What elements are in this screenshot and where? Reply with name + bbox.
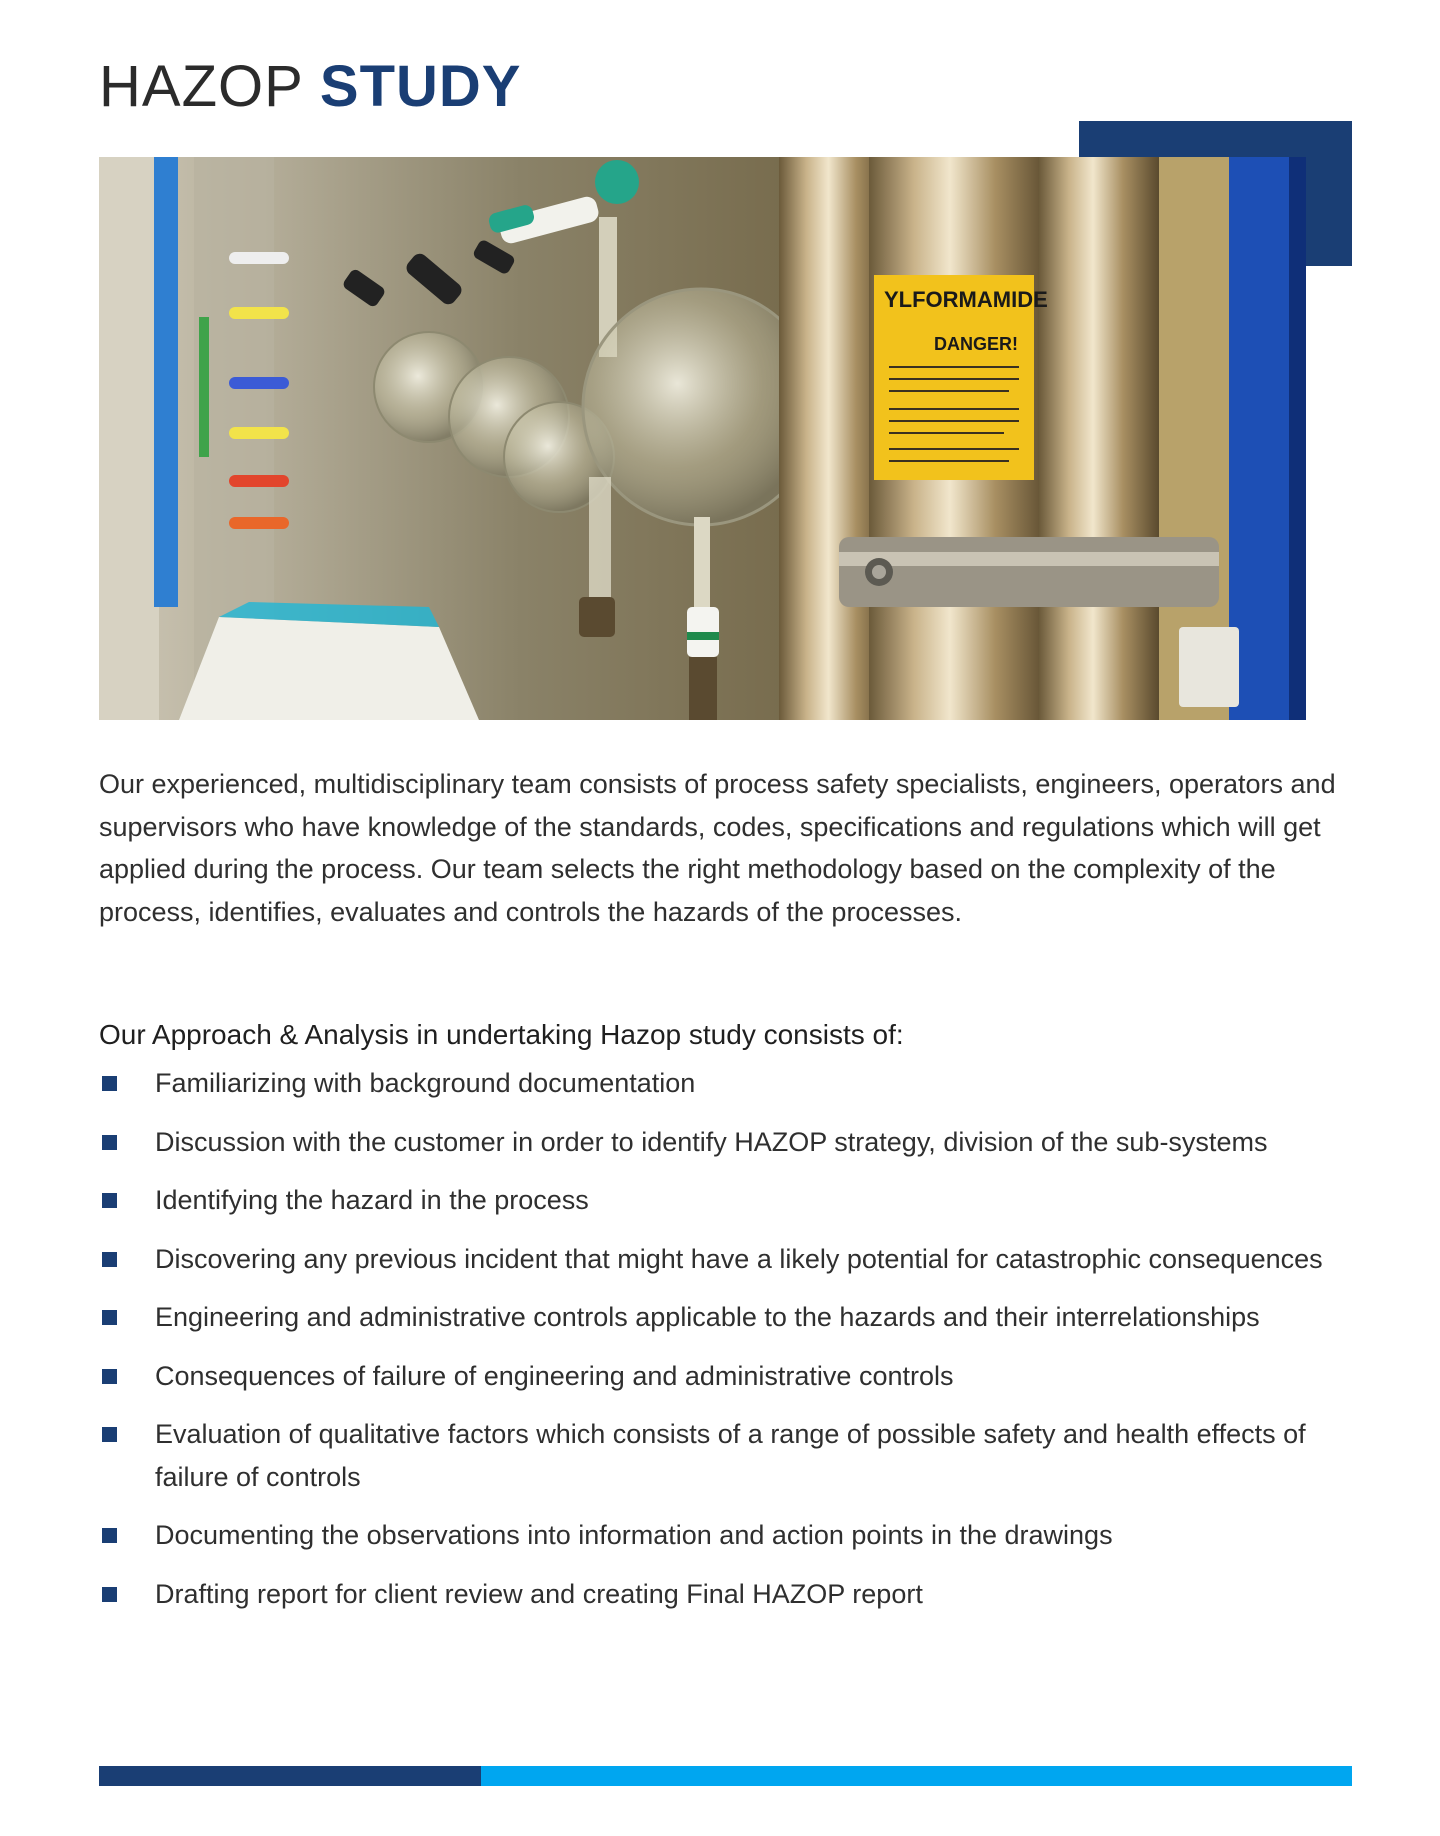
square-bullet-icon xyxy=(102,1310,117,1325)
title-light: HAZOP xyxy=(99,54,303,119)
list-item-text: Identifying the hazard in the process xyxy=(155,1185,589,1215)
list-item-text: Consequences of failure of engineering and administrative controls xyxy=(155,1360,954,1391)
list-item xyxy=(99,1413,1359,1498)
square-bullet-icon xyxy=(102,1587,117,1602)
intro-paragraph: Our experienced, multidisciplinary team consists of process safety specialists, engineers, operators and supervisors who have knowledge of the standards, codes, specifications and regulations which will get applied during the process. Our team selects the right methodology based on the complexity of the process, identifies, evaluates and controls the hazards of the processes. xyxy=(99,769,1336,927)
list-item-text: Familiarizing with background documentation xyxy=(155,1068,696,1098)
approach-list xyxy=(99,1062,1359,1631)
list-item-text: Drafting report for client review and creating Final HAZOP report xyxy=(155,1578,923,1609)
list-item-text: Discussion with the customer in order to identify HAZOP strategy, division of the sub-systems xyxy=(155,1126,1268,1157)
square-bullet-icon xyxy=(102,1528,117,1543)
list-item xyxy=(99,1121,1359,1164)
footer-bar-dark xyxy=(99,1766,481,1786)
list-item xyxy=(99,1514,1359,1557)
list-item xyxy=(99,1062,1359,1105)
list-item xyxy=(99,1179,1359,1222)
square-bullet-icon xyxy=(102,1369,117,1384)
list-item-text: Engineering and administrative controls applicable to the hazards and their interrelationships xyxy=(155,1302,1260,1332)
list-item-text: Evaluation of qualitative factors which consists of a range of possible safety and health effects of failure of controls xyxy=(155,1419,1306,1492)
approach-lead: Our Approach & Analysis in undertaking Hazop study consists of: xyxy=(99,1019,904,1050)
list-item-text: Documenting the observations into information and action points in the drawings xyxy=(155,1520,1113,1550)
list-item xyxy=(99,1355,1359,1398)
square-bullet-icon xyxy=(102,1193,117,1208)
square-bullet-icon xyxy=(102,1427,117,1442)
square-bullet-icon xyxy=(102,1252,117,1267)
footer-bar-light xyxy=(481,1766,1352,1786)
page-title xyxy=(99,52,521,122)
list-item xyxy=(99,1296,1359,1339)
square-bullet-icon xyxy=(102,1135,117,1150)
warning-label-danger: DANGER! xyxy=(934,334,1018,354)
list-item xyxy=(99,1573,1359,1616)
list-item xyxy=(99,1238,1359,1281)
warning-label-title: YLFORMAMIDE xyxy=(884,287,1048,312)
title-bold: STUDY xyxy=(319,54,522,119)
square-bullet-icon xyxy=(102,1076,117,1091)
footer-bar xyxy=(99,1766,1352,1786)
lab-photo xyxy=(99,157,1306,720)
list-item-text: Discovering any previous incident that might have a likely potential for catastrophic consequences xyxy=(155,1243,1323,1274)
